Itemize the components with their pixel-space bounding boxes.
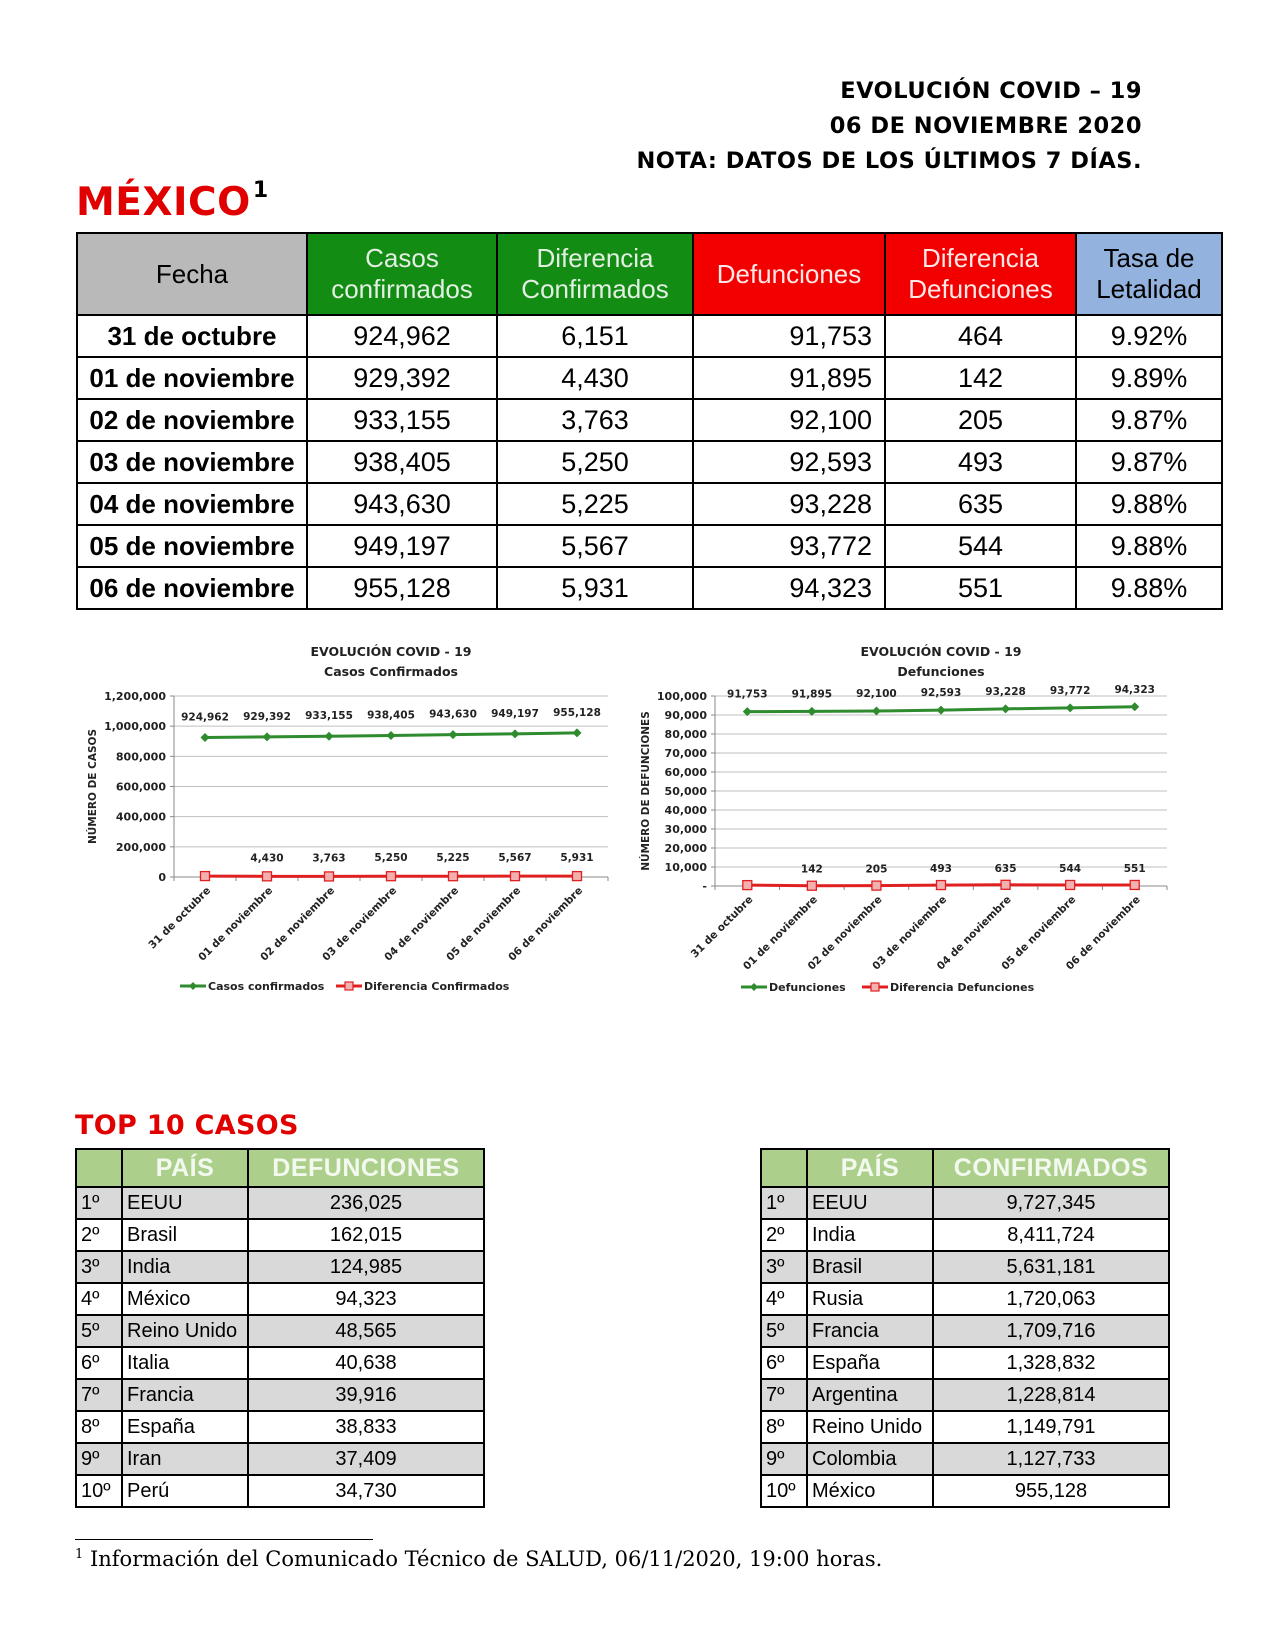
cell-defunciones: 91,895: [693, 357, 885, 399]
data-label: 94,323: [1114, 683, 1155, 696]
cell-rank: 1º: [761, 1187, 807, 1219]
y-tick-label: 80,000: [664, 728, 707, 741]
data-point: [449, 730, 458, 739]
data-point: [201, 872, 210, 881]
cell-defunciones: 93,772: [693, 525, 885, 567]
table-row: [761, 1283, 1169, 1315]
cell-rank: 10º: [761, 1475, 807, 1507]
cell-pais: Francia: [807, 1315, 933, 1347]
top10-deaths-header: [76, 1149, 484, 1187]
table-row: [761, 1187, 1169, 1219]
top10-deaths-table: [75, 1148, 485, 1508]
data-label: 929,392: [243, 710, 291, 723]
data-label: 5,567: [498, 852, 532, 865]
cell-value: 124,985: [248, 1251, 484, 1283]
cell-value: 9,727,345: [933, 1187, 1169, 1219]
cell-pais: India: [122, 1251, 248, 1283]
x-tick-label: 06 de noviembre: [506, 884, 586, 964]
chart-casos-svg: [80, 644, 615, 1010]
cell-dif-defunciones: 464: [885, 315, 1076, 357]
cell-dif-confirmados: 5,225: [497, 483, 693, 525]
data-label: 91,753: [727, 688, 768, 701]
cell-rank: 2º: [761, 1219, 807, 1251]
x-tick-label: 03 de noviembre: [870, 893, 950, 973]
table-row: [76, 1475, 484, 1507]
cell-defunciones: 92,100: [693, 399, 885, 441]
report-date: 06 DE NOVIEMBRE 2020: [829, 113, 1142, 139]
table-row: [761, 1379, 1169, 1411]
data-label: 205: [865, 863, 888, 876]
col-header-dif-confirmados: Diferencia Confirmados: [497, 233, 693, 315]
cell-casos: 949,197: [307, 525, 497, 567]
data-label: 943,630: [429, 708, 477, 721]
cell-value: 38,833: [248, 1411, 484, 1443]
data-point: [1066, 703, 1075, 712]
cell-pais: Reino Unido: [122, 1315, 248, 1347]
cell-rank: 5º: [761, 1315, 807, 1347]
cell-defunciones: 94,323: [693, 567, 885, 609]
deaths-col-pais: PAÍS: [122, 1149, 248, 1187]
data-point: [387, 872, 396, 881]
y-tick-label: 90,000: [664, 709, 707, 722]
cell-dif-confirmados: 4,430: [497, 357, 693, 399]
cell-rank: 1º: [76, 1187, 122, 1219]
data-point: [325, 732, 334, 741]
data-point: [325, 872, 334, 881]
cell-pais: España: [122, 1411, 248, 1443]
cell-value: 34,730: [248, 1475, 484, 1507]
y-tick-label: 1,200,000: [104, 690, 166, 703]
data-label: 924,962: [181, 711, 229, 724]
cell-dif-defunciones: 635: [885, 483, 1076, 525]
y-tick-label: 0: [158, 871, 166, 884]
mexico-table-header: [77, 233, 1222, 315]
cell-pais: Brasil: [807, 1251, 933, 1283]
data-point: [387, 731, 396, 740]
footnote-text: Información del Comunicado Técnico de SALUD, 06/11/2020, 19:00 horas.: [83, 1547, 883, 1571]
x-tick-label: 02 de noviembre: [258, 884, 338, 964]
cell-pais: México: [807, 1475, 933, 1507]
table-row: [76, 1219, 484, 1251]
mexico-table-row: [77, 483, 1222, 525]
data-point: [1001, 704, 1010, 713]
top10-title: TOP 10 CASOS: [75, 1110, 299, 1141]
data-point: [201, 733, 210, 742]
footnote: [75, 1547, 882, 1571]
data-label: 933,155: [305, 710, 353, 723]
mexico-table: [76, 232, 1223, 610]
cell-casos: 924,962: [307, 315, 497, 357]
cell-value: 40,638: [248, 1347, 484, 1379]
y-tick-label: 600,000: [115, 780, 166, 794]
cell-dif-confirmados: 5,567: [497, 525, 693, 567]
top10-confirmed-header: [761, 1149, 1169, 1187]
data-label: 91,895: [791, 688, 833, 701]
y-tick-label: 400,000: [115, 810, 166, 824]
data-label: 142: [800, 863, 823, 876]
cell-rank: 7º: [761, 1379, 807, 1411]
table-row: [761, 1475, 1169, 1507]
cell-pais: México: [122, 1283, 248, 1315]
data-point: [449, 872, 458, 881]
y-tick-label: 10,000: [664, 861, 707, 874]
cell-casos: 943,630: [307, 483, 497, 525]
cell-rank: 3º: [76, 1251, 122, 1283]
col-header-letalidad: Tasa de Letalidad: [1076, 233, 1222, 315]
table-row: [761, 1411, 1169, 1443]
data-point: [573, 728, 582, 737]
y-axis-label: NÚMERO DE CASOS: [87, 728, 99, 845]
mexico-title: [76, 180, 269, 225]
mexico-table-row: [77, 441, 1222, 483]
footnote-marker: 1: [252, 178, 269, 203]
top10-confirmed-table: [760, 1148, 1170, 1508]
data-label: 493: [930, 863, 952, 876]
cell-pais: EEUU: [122, 1187, 248, 1219]
cell-value: 48,565: [248, 1315, 484, 1347]
confirmed-col-confirmados: CONFIRMADOS: [933, 1149, 1169, 1187]
cell-value: 8,411,724: [933, 1219, 1169, 1251]
cell-dif-confirmados: 6,151: [497, 315, 693, 357]
cell-date: 31 de octubre: [77, 315, 307, 357]
data-label: 938,405: [367, 709, 415, 722]
chart-title: EVOLUCIÓN COVID - 19: [310, 644, 472, 659]
data-label: 93,228: [985, 685, 1026, 698]
cell-rank: 2º: [76, 1219, 122, 1251]
cell-dif-defunciones: 544: [885, 525, 1076, 567]
data-label: 5,250: [374, 852, 408, 865]
table-row: [76, 1443, 484, 1475]
data-label: 5,931: [560, 852, 594, 865]
cell-rank: 9º: [76, 1443, 122, 1475]
x-tick-label: 01 de noviembre: [196, 884, 276, 964]
y-axis-label: NÚMERO DE DEFUNCIONES: [640, 711, 652, 871]
mexico-table-row: [77, 567, 1222, 609]
data-label: 92,100: [856, 688, 897, 701]
cell-dif-defunciones: 493: [885, 441, 1076, 483]
data-point: [937, 881, 946, 890]
cell-letalidad: 9.87%: [1076, 399, 1222, 441]
table-row: [761, 1443, 1169, 1475]
data-point: [573, 872, 582, 881]
deaths-col-defunciones: DEFUNCIONES: [248, 1149, 484, 1187]
cell-casos: 933,155: [307, 399, 497, 441]
y-tick-label: 20,000: [664, 842, 707, 855]
cell-letalidad: 9.88%: [1076, 525, 1222, 567]
cell-value: 1,228,814: [933, 1379, 1169, 1411]
x-tick-label: 04 de noviembre: [382, 884, 462, 964]
cell-rank: 4º: [76, 1283, 122, 1315]
cell-casos: 955,128: [307, 567, 497, 609]
legend-label: Diferencia Confirmados: [364, 980, 510, 993]
table-row: [761, 1219, 1169, 1251]
cell-value: 37,409: [248, 1443, 484, 1475]
cell-value: 955,128: [933, 1475, 1169, 1507]
cell-rank: 8º: [761, 1411, 807, 1443]
report-header: [636, 74, 1142, 179]
y-tick-label: 200,000: [115, 840, 166, 854]
data-label: 4,430: [250, 852, 284, 865]
chart-casos-confirmados: [80, 644, 615, 1010]
report-title: EVOLUCIÓN COVID – 19: [840, 78, 1142, 104]
cell-date: 05 de noviembre: [77, 525, 307, 567]
cell-rank: 9º: [761, 1443, 807, 1475]
data-label: 93,772: [1049, 684, 1091, 697]
table-row: [76, 1379, 484, 1411]
data-label: 544: [1059, 862, 1082, 875]
table-row: [76, 1315, 484, 1347]
cell-pais: Reino Unido: [807, 1411, 933, 1443]
data-point: [872, 707, 881, 716]
col-header-defunciones: Defunciones: [693, 233, 885, 315]
cell-defunciones: 92,593: [693, 441, 885, 483]
table-row: [761, 1347, 1169, 1379]
data-point: [937, 706, 946, 715]
footnote-number: 1: [75, 1547, 84, 1562]
x-tick-label: 04 de noviembre: [934, 893, 1014, 973]
table-row: [76, 1347, 484, 1379]
cell-date: 04 de noviembre: [77, 483, 307, 525]
cell-rank: 3º: [761, 1251, 807, 1283]
cell-casos: 929,392: [307, 357, 497, 399]
cell-pais: Francia: [122, 1379, 248, 1411]
cell-pais: India: [807, 1219, 933, 1251]
col-header-casos: Casos confirmados: [307, 233, 497, 315]
cell-value: 1,149,791: [933, 1411, 1169, 1443]
cell-rank: 7º: [76, 1379, 122, 1411]
data-point: [743, 881, 752, 890]
cell-date: 06 de noviembre: [77, 567, 307, 609]
data-point: [1130, 880, 1139, 889]
cell-date: 02 de noviembre: [77, 399, 307, 441]
cell-pais: Argentina: [807, 1379, 933, 1411]
cell-rank: 10º: [76, 1475, 122, 1507]
data-label: 635: [994, 862, 1017, 875]
data-label: 551: [1123, 862, 1146, 875]
y-tick-label: -: [702, 880, 707, 893]
x-tick-label: 06 de noviembre: [1063, 893, 1143, 973]
y-tick-label: 70,000: [664, 747, 707, 760]
table-row: [76, 1251, 484, 1283]
cell-rank: 5º: [76, 1315, 122, 1347]
cell-defunciones: 93,228: [693, 483, 885, 525]
confirmed-col-pais: PAÍS: [807, 1149, 933, 1187]
cell-pais: Colombia: [807, 1443, 933, 1475]
data-label: 955,128: [553, 706, 601, 719]
x-tick-label: 01 de noviembre: [741, 893, 820, 973]
data-point: [263, 732, 272, 741]
cell-dif-defunciones: 142: [885, 357, 1076, 399]
chart-defunciones: [633, 644, 1173, 1010]
data-label: 5,225: [436, 852, 470, 865]
cell-pais: EEUU: [807, 1187, 933, 1219]
data-point: [807, 881, 816, 890]
cell-date: 03 de noviembre: [77, 441, 307, 483]
cell-value: 1,720,063: [933, 1283, 1169, 1315]
data-point: [1066, 880, 1075, 889]
x-tick-label: 05 de noviembre: [999, 893, 1079, 973]
data-point: [511, 872, 520, 881]
cell-dif-defunciones: 205: [885, 399, 1076, 441]
legend-marker: [345, 982, 353, 990]
y-tick-label: 800,000: [115, 750, 166, 764]
confirmed-col-rank: [761, 1149, 807, 1187]
data-point: [1130, 702, 1139, 711]
chart-subtitle: Defunciones: [897, 664, 985, 679]
mexico-table-row: [77, 315, 1222, 357]
cell-letalidad: 9.88%: [1076, 567, 1222, 609]
cell-value: 94,323: [248, 1283, 484, 1315]
legend-marker: [750, 983, 758, 991]
y-tick-label: 1,000,000: [104, 720, 166, 734]
table-row: [76, 1283, 484, 1315]
cell-date: 01 de noviembre: [77, 357, 307, 399]
x-tick-label: 05 de noviembre: [444, 884, 524, 964]
legend-marker: [871, 983, 879, 991]
col-header-dif-defunciones: Diferencia Defunciones: [885, 233, 1076, 315]
cell-defunciones: 91,753: [693, 315, 885, 357]
y-tick-label: 60,000: [664, 766, 707, 779]
data-label: 949,197: [491, 707, 539, 720]
legend-label: Diferencia Defunciones: [890, 981, 1035, 994]
cell-letalidad: 9.88%: [1076, 483, 1222, 525]
table-row: [76, 1411, 484, 1443]
col-header-fecha: Fecha: [77, 233, 307, 315]
cell-casos: 938,405: [307, 441, 497, 483]
cell-pais: España: [807, 1347, 933, 1379]
cell-pais: Brasil: [122, 1219, 248, 1251]
y-tick-label: 40,000: [664, 804, 707, 817]
data-point: [263, 872, 272, 881]
cell-value: 39,916: [248, 1379, 484, 1411]
cell-value: 1,127,733: [933, 1443, 1169, 1475]
report-note: NOTA: DATOS DE LOS ÚLTIMOS 7 DÍAS.: [636, 148, 1142, 174]
table-row: [761, 1251, 1169, 1283]
data-point: [1001, 880, 1010, 889]
y-tick-label: 100,000: [656, 690, 707, 703]
footnote-divider: [75, 1539, 373, 1540]
mexico-title-text: MÉXICO: [76, 180, 251, 225]
table-row: [761, 1315, 1169, 1347]
cell-dif-confirmados: 5,250: [497, 441, 693, 483]
cell-letalidad: 9.87%: [1076, 441, 1222, 483]
data-label: 92,593: [920, 687, 962, 700]
chart-subtitle: Casos Confirmados: [324, 664, 458, 679]
cell-value: 1,709,716: [933, 1315, 1169, 1347]
chart-title: EVOLUCIÓN COVID - 19: [860, 644, 1022, 659]
legend-marker: [189, 982, 197, 990]
y-tick-label: 30,000: [664, 823, 707, 836]
cell-letalidad: 9.89%: [1076, 357, 1222, 399]
mexico-table-row: [77, 357, 1222, 399]
cell-dif-confirmados: 3,763: [497, 399, 693, 441]
cell-value: 162,015: [248, 1219, 484, 1251]
y-tick-label: 50,000: [664, 785, 707, 798]
chart-defunciones-svg: [633, 644, 1173, 1010]
legend-label: Defunciones: [769, 981, 846, 994]
data-point: [511, 729, 520, 738]
cell-value: 1,328,832: [933, 1347, 1169, 1379]
cell-rank: 6º: [76, 1347, 122, 1379]
legend-label: Casos confirmados: [208, 980, 325, 993]
cell-value: 236,025: [248, 1187, 484, 1219]
cell-pais: Iran: [122, 1443, 248, 1475]
mexico-table-row: [77, 525, 1222, 567]
data-label: 3,763: [312, 852, 346, 865]
cell-dif-confirmados: 5,931: [497, 567, 693, 609]
cell-rank: 4º: [761, 1283, 807, 1315]
cell-pais: Perú: [122, 1475, 248, 1507]
deaths-col-rank: [76, 1149, 122, 1187]
cell-dif-defunciones: 551: [885, 567, 1076, 609]
x-tick-label: 03 de noviembre: [320, 884, 400, 964]
cell-pais: Rusia: [807, 1283, 933, 1315]
x-tick-label: 02 de noviembre: [805, 893, 885, 973]
cell-rank: 8º: [76, 1411, 122, 1443]
x-tick-label: 31 de octubre: [146, 884, 214, 952]
cell-rank: 6º: [761, 1347, 807, 1379]
cell-value: 5,631,181: [933, 1251, 1169, 1283]
cell-pais: Italia: [122, 1347, 248, 1379]
data-point: [872, 881, 881, 890]
cell-letalidad: 9.92%: [1076, 315, 1222, 357]
x-tick-label: 31 de octubre: [688, 893, 756, 961]
mexico-table-row: [77, 399, 1222, 441]
table-row: [76, 1187, 484, 1219]
